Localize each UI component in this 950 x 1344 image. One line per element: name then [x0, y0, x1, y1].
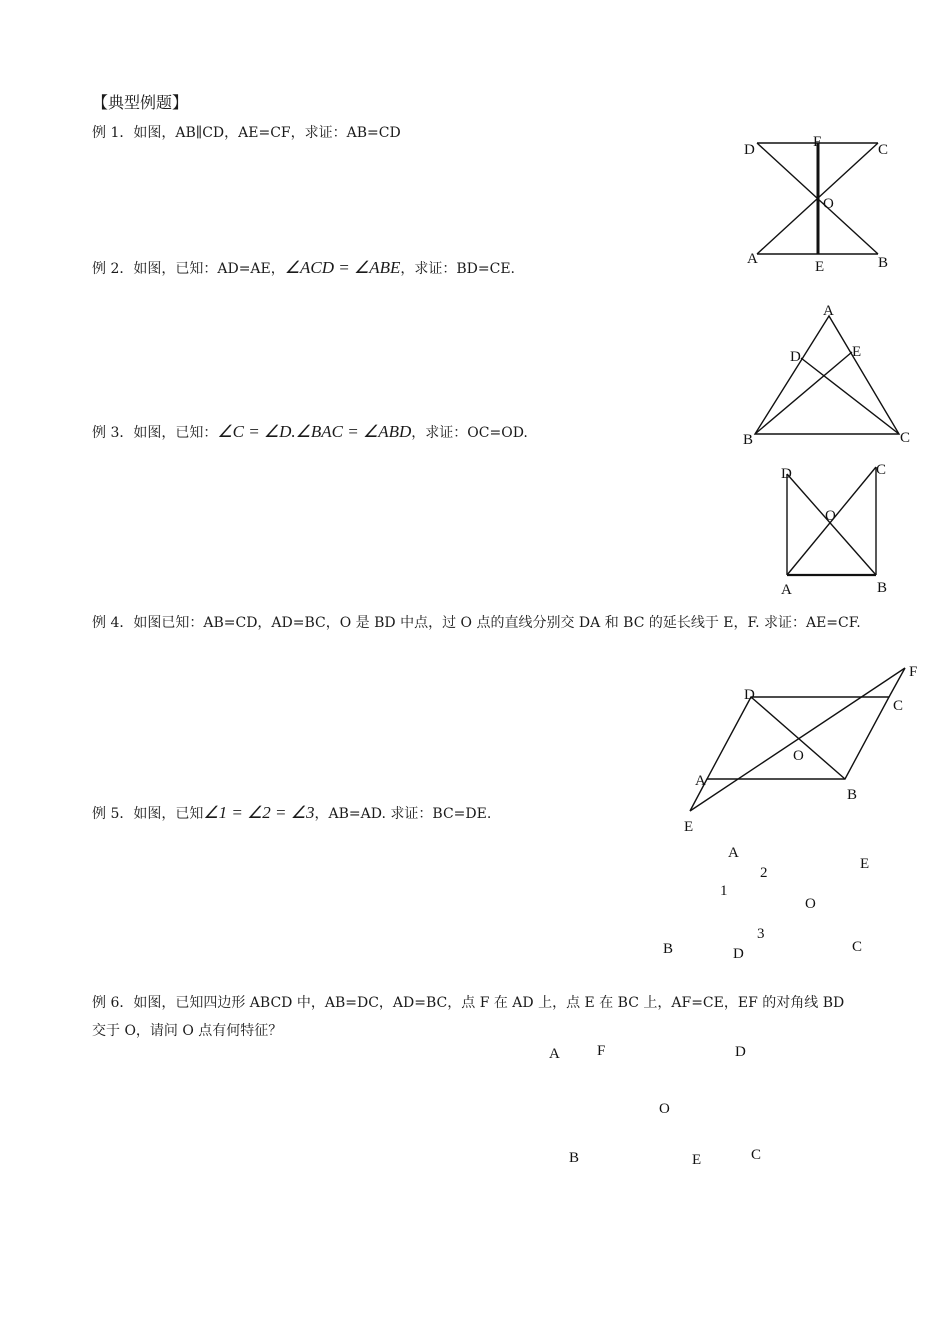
fig5-label-1: 1: [720, 883, 728, 899]
fig4-label-d: D: [744, 687, 755, 703]
example-5-suffix: ，AB=AD. 求证：BC=DE.: [314, 806, 492, 822]
fig3-label-a: A: [781, 582, 792, 598]
fig3-label-c: C: [876, 462, 887, 478]
fig4-label-b: B: [847, 787, 858, 803]
fig2-label-d: D: [790, 349, 801, 365]
fig5-label-d: D: [733, 946, 744, 962]
fig3-label-d: D: [781, 466, 792, 482]
fig5-label-3: 3: [757, 926, 765, 942]
fig1-label-a: A: [747, 251, 758, 267]
fig6-label-a: A: [549, 1046, 560, 1062]
fig4-segment-bd: [751, 697, 845, 779]
fig5-label-c: C: [852, 939, 863, 955]
example-3-suffix: ，求证：OC=OD.: [411, 425, 528, 441]
fig1-label-d: D: [744, 142, 755, 158]
fig2-label-b: B: [743, 432, 754, 448]
fig2-label-e: E: [852, 344, 862, 360]
fig1-label-f: F: [813, 134, 822, 150]
fig6-label-f: F: [597, 1043, 606, 1059]
fig5-label-a: A: [728, 845, 739, 861]
fig6-label-b: B: [569, 1150, 580, 1166]
fig5-label-o: O: [805, 896, 816, 912]
fig4-label-f: F: [909, 664, 918, 680]
fig6-label-d: D: [735, 1044, 746, 1060]
example-6-line-1: 例 6．如图，已知四边形 ABCD 中，AB=DC，AD=BC，点 F 在 AD 上，点 E 在 BC 上，AF=CE，EF 的对角线 BD: [92, 995, 845, 1011]
example-5-formula: ∠1 = ∠2 = ∠3: [203, 803, 315, 822]
fig4-segment-ef: [690, 668, 905, 811]
fig1-label-o: O: [823, 196, 834, 212]
fig3-label-b: B: [877, 580, 888, 596]
fig2-label-c: C: [900, 430, 911, 446]
fig6-label-e: E: [692, 1152, 702, 1168]
example-2-prefix: 例 2．如图，已知：AD=AE，: [92, 261, 285, 277]
example-4-text: 例 4．如图已知：AB=CD，AD=BC，O 是 BD 中点，过 O 点的直线分别交 DA 和 BC 的延长线于 E，F. 求证：AE=CF.: [92, 615, 861, 631]
example-3-prefix: 例 3．如图，已知：: [92, 425, 218, 441]
fig4-label-a: A: [695, 773, 706, 789]
fig1-label-e: E: [815, 259, 825, 275]
fig2-label-a: A: [823, 303, 834, 319]
example-6-line-2: 交于 O，请问 O 点有何特征？: [92, 1023, 283, 1039]
example-2-suffix: ，求证：BD=CE.: [400, 261, 515, 277]
fig6-label-c: C: [751, 1147, 762, 1163]
fig4-label-e: E: [684, 819, 694, 835]
fig1-label-c: C: [878, 142, 889, 158]
fig1-label-b: B: [878, 255, 889, 271]
fig3-label-o: O: [825, 508, 836, 524]
fig5-label-e: E: [860, 856, 870, 872]
section-heading: 【典型例题】: [92, 93, 189, 112]
fig5-label-b: B: [663, 941, 674, 957]
fig4-label-o: O: [793, 748, 804, 764]
example-1-text: 例 1．如图，AB∥CD，AE=CF，求证：AB=CD: [92, 125, 401, 141]
example-5-prefix: 例 5．如图，已知: [92, 806, 204, 822]
fig4-label-c: C: [893, 698, 904, 714]
example-3-formula: ∠C = ∠D.∠BAC = ∠ABD: [217, 422, 412, 441]
fig4-segment-cf: [889, 668, 905, 697]
fig5-label-2: 2: [760, 865, 768, 881]
example-2-formula: ∠ACD = ∠ABE: [284, 258, 401, 277]
fig6-label-o: O: [659, 1101, 670, 1117]
